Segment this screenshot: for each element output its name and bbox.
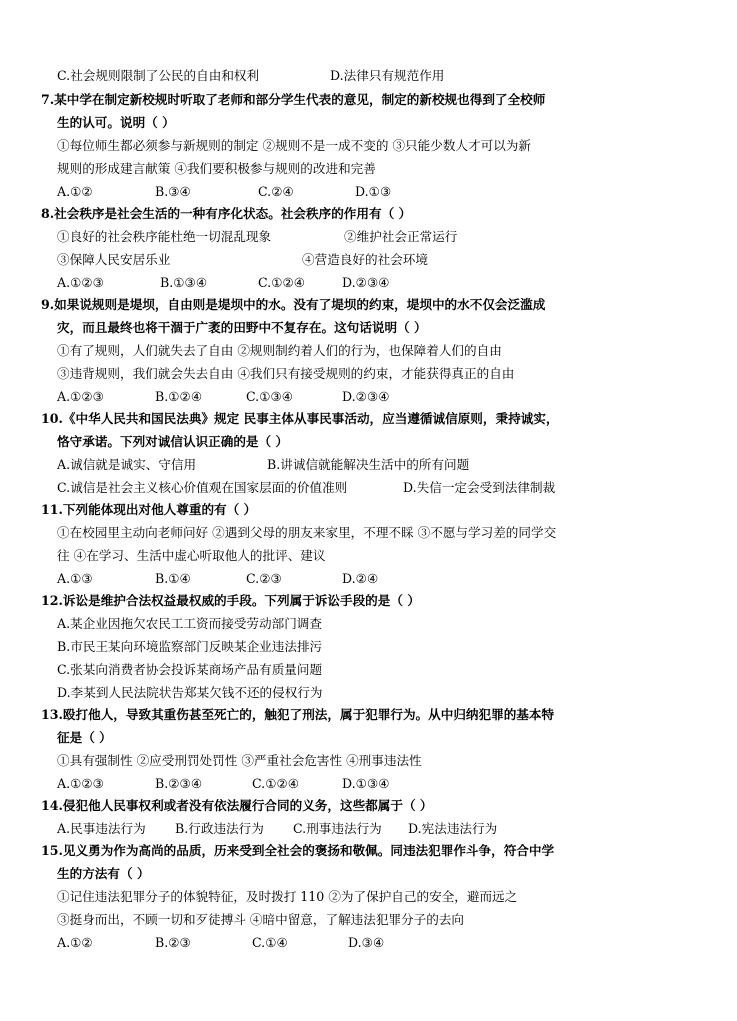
q14-option-c: C.刑事违法行为 <box>293 821 382 836</box>
q9-option-b: B.①②④ <box>155 389 203 404</box>
q6-option-c: C.社会规则限制了公民的自由和权利 <box>57 68 260 83</box>
question-8-statement-3: ③保障人民安居乐业 <box>57 252 171 267</box>
q7-option-b: B.③④ <box>155 184 191 199</box>
q11-option-b: B.①④ <box>155 571 191 586</box>
question-9-stem-cont: 灾，而且最终也将干涸于广袤的田野中不复存在。这句话说明（ ） <box>57 320 427 335</box>
question-14-stem: 14.侵犯他人民事权利或者没有依法履行合同的义务，这些都属于（ ） <box>41 798 433 813</box>
question-9-statements-1: ①有了规则，人们就失去了自由 ②规则制约着人们的行为，也保障着人们的自由 <box>57 343 502 358</box>
question-13-stem-cont: 征是（ ） <box>57 730 112 745</box>
question-8-statement-2: ②维护社会正常运行 <box>344 229 458 244</box>
q14-option-d: D.宪法违法行为 <box>408 821 498 836</box>
question-12-stem: 12.诉讼是维护合法权益最权威的手段。下列属于诉讼手段的是（ ） <box>41 593 420 608</box>
q14-option-a: A.民事违法行为 <box>57 821 146 836</box>
question-8-stem: 8.社会秩序是社会生活的一种有序化状态。社会秩序的作用有（ ） <box>41 206 412 221</box>
q15-option-d: D.③④ <box>348 935 385 950</box>
q8-option-b: B.①③④ <box>160 275 208 290</box>
q12-option-a: A.某企业因拖欠农民工工资而接受劳动部门调查 <box>57 616 322 631</box>
q10-option-c: C.诚信是社会主义核心价值观在国家层面的价值准则 <box>57 480 348 495</box>
question-15-stem: 15.见义勇为作为高尚的品质，历来受到全社会的褒扬和敬佩。同违法犯罪作斗争，符合中学 <box>41 843 555 858</box>
question-9-statements-2: ③违背规则，我们就会失去自由 ④我们只有接受规则的约束，才能获得真正的自由 <box>57 366 515 381</box>
question-15-statements-2: ③挺身而出，不顾一切和歹徒搏斗 ④暗中留意，了解违法犯罪分子的去向 <box>57 912 465 927</box>
q9-option-c: C.①③④ <box>246 389 294 404</box>
question-10-stem-cont: 恪守承诺。下列对诚信认识正确的是（ ） <box>57 434 289 449</box>
question-13-statements: ①具有强制性 ②应受刑罚处罚性 ③严重社会危害性 ④刑事违法性 <box>57 753 422 768</box>
q11-option-c: C.②③ <box>246 571 282 586</box>
question-11-stem: 11.下列能体现出对他人尊重的有（ ） <box>41 502 257 517</box>
question-10-stem: 10.《中华人民共和国民法典》规定 民事主体从事民事活动，应当遵循诚信原则，秉持诚实， <box>41 411 559 426</box>
q9-option-a: A.①②③ <box>57 389 104 404</box>
question-7-statements: ①每位师生都必须参与新规则的制定 ②规则不是一成不变的 ③只能少数人才可以为新 <box>57 138 531 153</box>
q8-option-d: D.②③④ <box>342 275 390 290</box>
q13-option-a: A.①②③ <box>57 776 104 791</box>
q10-option-d: D.失信一定会受到法律制裁 <box>403 480 556 495</box>
q7-option-c: C.②④ <box>258 184 294 199</box>
question-13-stem: 13.殴打他人，导致其重伤甚至死亡的，触犯了刑法，属于犯罪行为。从中归纳犯罪的基本特 <box>41 707 555 722</box>
q7-option-d: D.①③ <box>355 184 392 199</box>
q13-option-c: C.①②④ <box>252 776 300 791</box>
question-11-statements-1: ①在校园里主动向老师问好 ②遇到父母的朋友来家里，不理不睬 ③不愿与学习差的同学交 <box>57 525 557 540</box>
question-15-stem-cont: 生的方法有（ ） <box>57 866 150 881</box>
q10-option-a: A.诚信就是诚实、守信用 <box>57 457 197 472</box>
q11-option-d: D.②④ <box>342 571 379 586</box>
question-7-statements-cont: 规则的形成建言献策 ④我们要积极参与规则的改进和完善 <box>57 161 376 176</box>
q8-option-a: A.①②③ <box>57 275 104 290</box>
question-7-stem-cont: 生的认可。说明（ ） <box>57 115 175 130</box>
q15-option-b: B.②③ <box>155 935 191 950</box>
question-8-statement-4: ④营造良好的社会环境 <box>302 252 428 267</box>
question-11-statements-2: 往 ④在学习、生活中虚心听取他人的批评、建议 <box>57 548 326 563</box>
q13-option-d: D.①③④ <box>342 776 390 791</box>
question-9-stem: 9.如果说规则是堤坝，自由则是堤坝中的水。没有了堤坝的约束，堤坝中的水不仅会泛滥成 <box>41 297 546 312</box>
q12-option-b: B.市民王某向环境监察部门反映某企业违法排污 <box>57 639 323 654</box>
q12-option-d: D.李某到人民法院状告郑某欠钱不还的侵权行为 <box>57 685 323 700</box>
q12-option-c: C.张某向消费者协会投诉某商场产品有质量问题 <box>57 662 323 677</box>
q10-option-b: B.讲诚信就能解决生活中的所有问题 <box>267 457 470 472</box>
q15-option-a: A.①② <box>57 935 93 950</box>
question-15-statements-1: ①记住违法犯罪分子的体貌特征，及时拨打 110 ②为了保护自己的安全，避而远之 <box>57 889 518 904</box>
q9-option-d: D.②③④ <box>342 389 390 404</box>
question-8-statement-1: ①良好的社会秩序能杜绝一切混乱现象 <box>57 229 272 244</box>
q8-option-c: C.①②④ <box>258 275 306 290</box>
q14-option-b: B.行政违法行为 <box>175 821 264 836</box>
q11-option-a: A.①③ <box>57 571 93 586</box>
q7-option-a: A.①② <box>57 184 93 199</box>
q15-option-c: C.①④ <box>252 935 288 950</box>
question-7-stem: 7.某中学在制定新校规时听取了老师和部分学生代表的意见，制定的新校规也得到了全校师 <box>41 92 546 107</box>
q13-option-b: B.②③④ <box>155 776 203 791</box>
q6-option-d: D.法律只有规范作用 <box>330 68 445 83</box>
